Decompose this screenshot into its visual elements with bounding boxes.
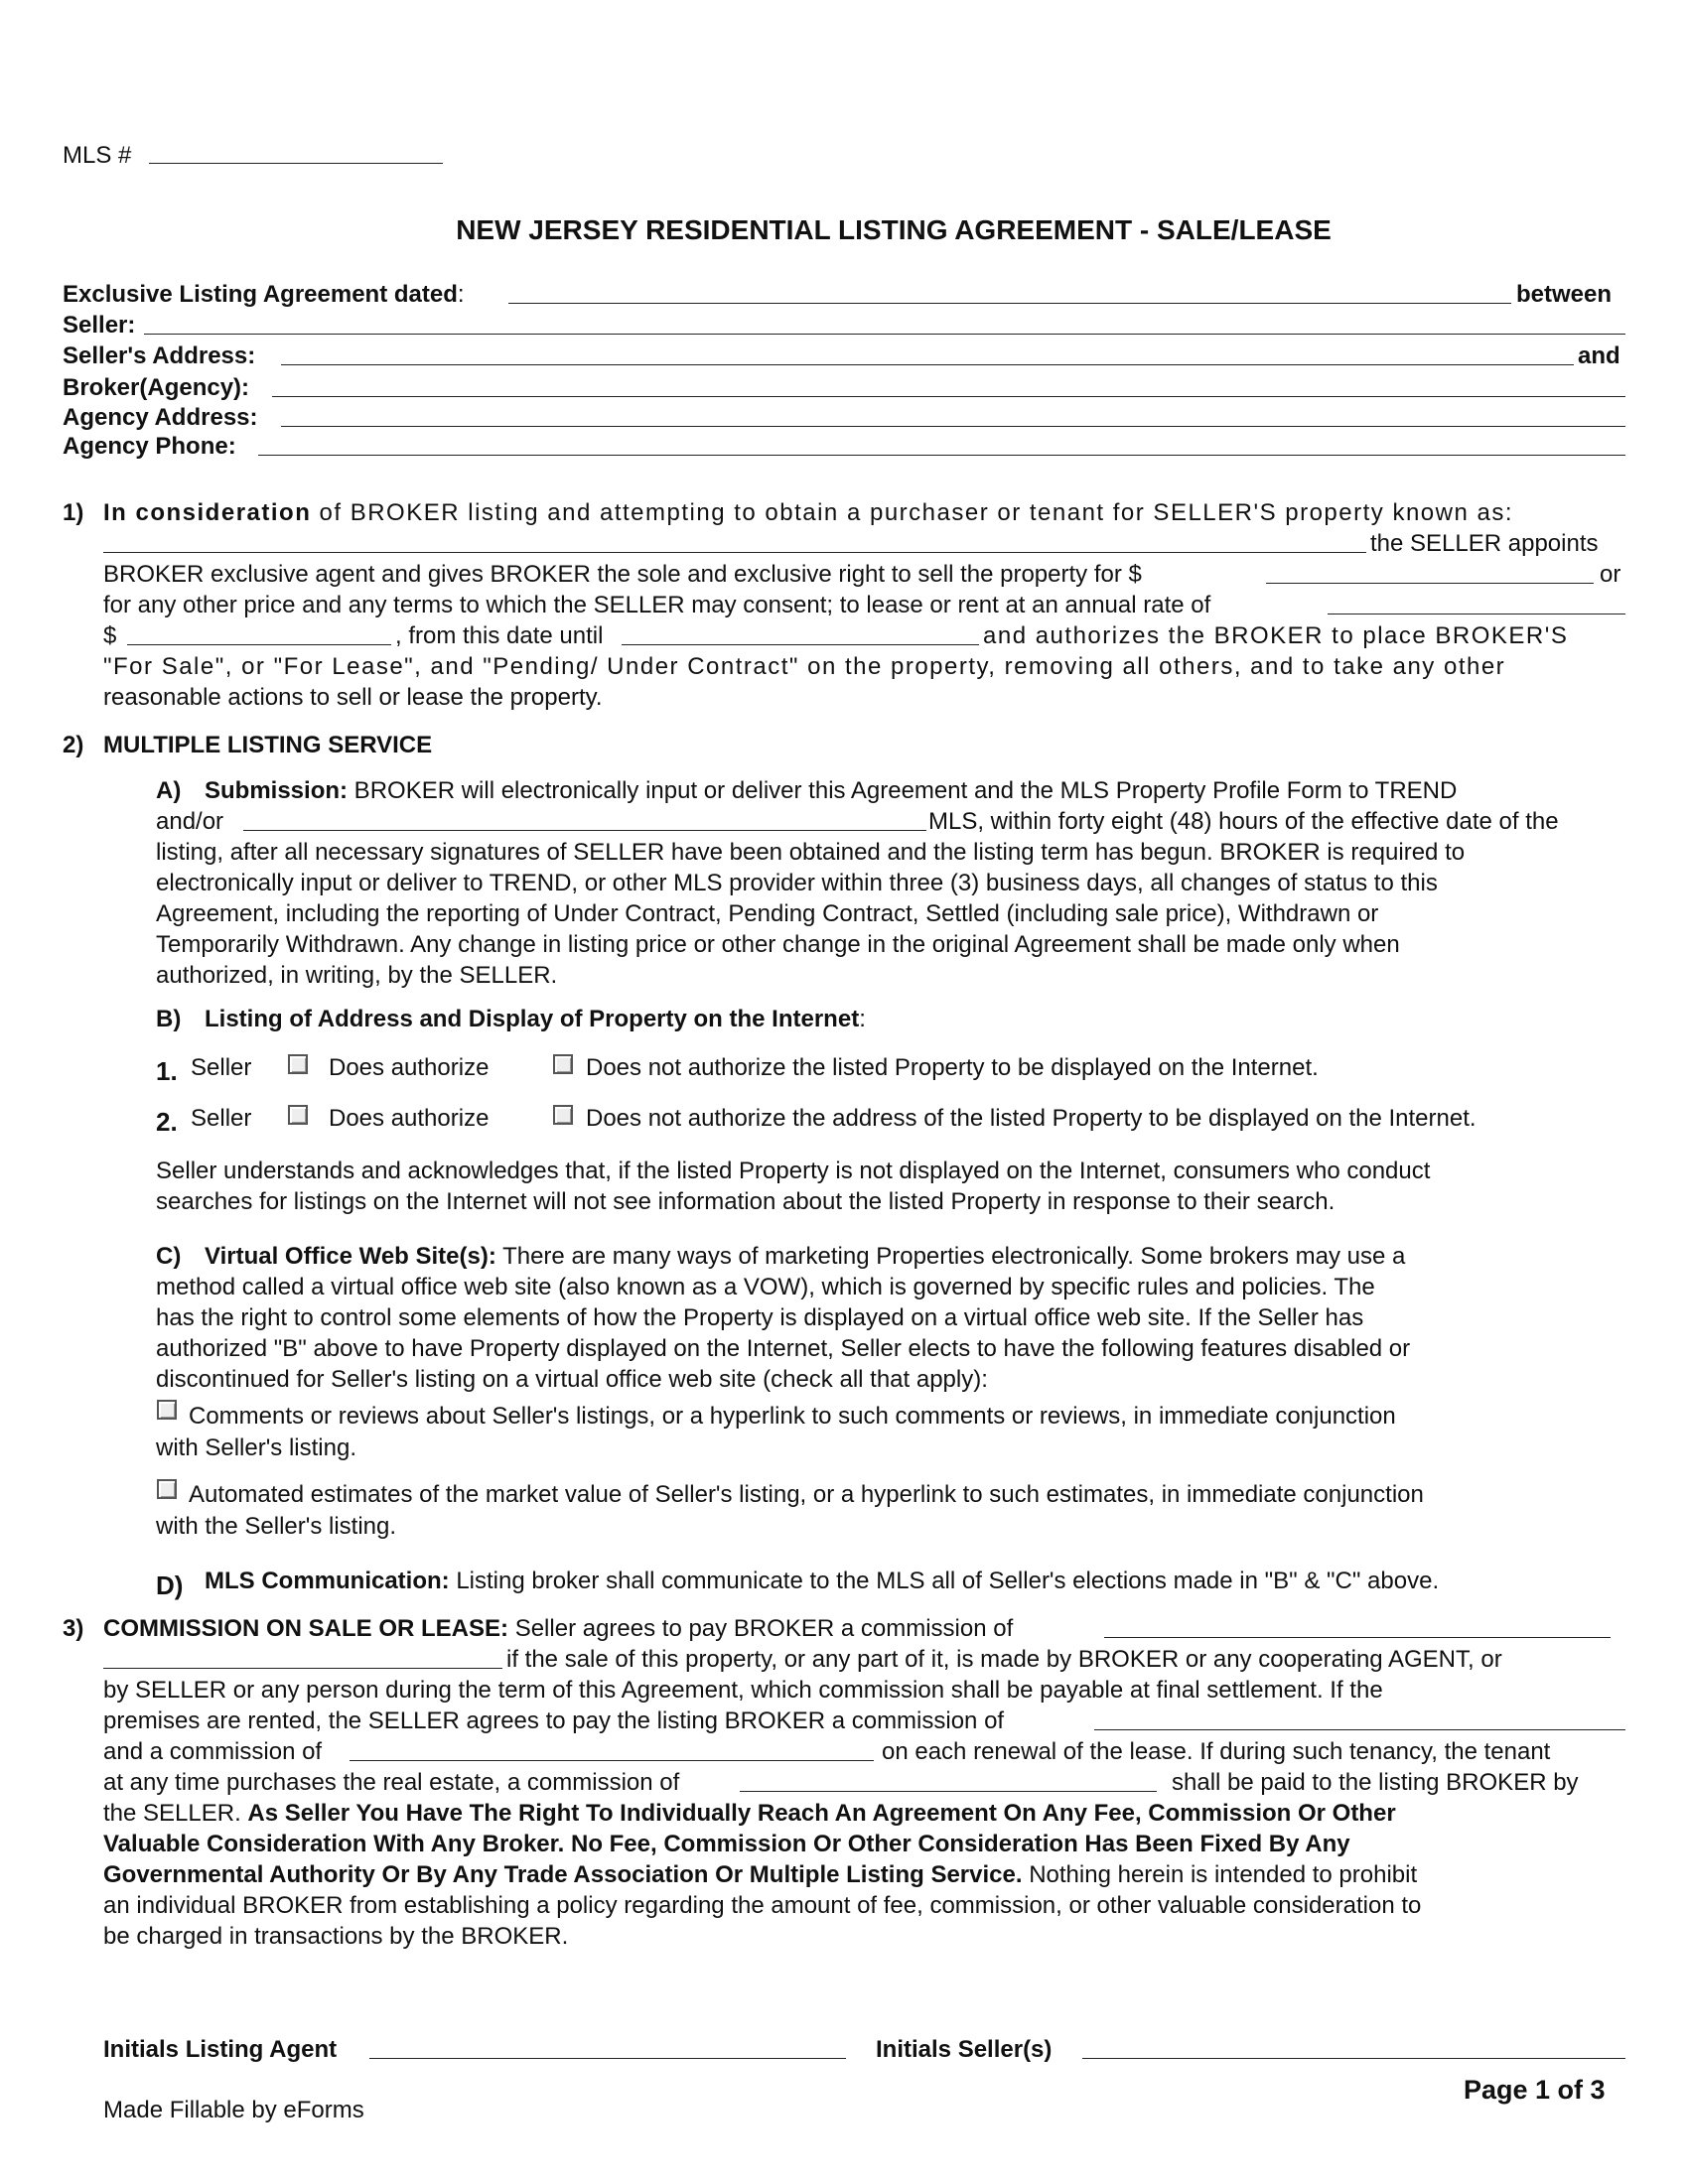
agreement-date-field[interactable] [508, 303, 1511, 304]
initials-agent-field[interactable] [369, 2058, 846, 2059]
seller-address-field[interactable] [281, 364, 1574, 365]
between-label: between [1516, 281, 1613, 308]
made-fillable-note: Made Fillable by eForms [103, 2097, 364, 2123]
seller-name-field[interactable] [144, 334, 1625, 335]
listing-end-date-field[interactable] [622, 644, 979, 645]
internet-display-title: Listing of Address and Display of Property on the Internet [205, 1006, 860, 1032]
vow-comments-checkbox[interactable] [157, 1400, 177, 1420]
lease-commission-field[interactable] [1094, 1729, 1625, 1730]
section-3-heading: COMMISSION ON SALE OR LEASE: [103, 1615, 509, 1642]
seller-address-label: Seller's Address: [63, 342, 256, 369]
b2-does-authorize-checkbox[interactable] [288, 1105, 308, 1125]
sale-commission-field-2[interactable] [103, 1668, 502, 1669]
agency-address-label: Agency Address: [63, 404, 258, 431]
b1-does-not-authorize-checkbox[interactable] [553, 1054, 573, 1074]
renewal-commission-field[interactable] [350, 1760, 874, 1761]
submission-title: Submission: [205, 777, 349, 804]
section-2-number: 2) [63, 732, 84, 758]
vow-estimates-checkbox[interactable] [157, 1479, 177, 1499]
tenant-purchase-commission-field[interactable] [740, 1791, 1157, 1792]
initials-seller-label: Initials Seller(s) [876, 2036, 1053, 2063]
section-1-number: 1) [63, 499, 84, 526]
section-1-lead: In consideration [103, 499, 312, 526]
initials-seller-field[interactable] [1082, 2058, 1625, 2059]
b2-does-not-authorize-checkbox[interactable] [553, 1105, 573, 1125]
broker-agency-field[interactable] [272, 396, 1625, 397]
agency-phone-label: Agency Phone: [63, 433, 236, 460]
sale-price-field[interactable] [1266, 583, 1594, 584]
other-mls-field[interactable] [243, 830, 926, 831]
section-3-number: 3) [63, 1615, 84, 1642]
document-title: NEW JERSEY RESIDENTIAL LISTING AGREEMENT - SALE/LEASE [456, 214, 1332, 245]
page-number: Page 1 of 3 [1464, 2075, 1606, 2105]
seller-label: Seller: [63, 312, 136, 339]
mls-communication-title: MLS Communication: [205, 1568, 450, 1594]
mls-label: MLS # [63, 142, 132, 169]
property-address-field[interactable] [103, 552, 1366, 553]
b1-does-authorize-checkbox[interactable] [288, 1054, 308, 1074]
mls-number-field[interactable] [149, 163, 443, 164]
broker-label: Broker(Agency): [63, 374, 250, 401]
and-label: and [1578, 342, 1620, 369]
agency-address-field[interactable] [281, 426, 1625, 427]
sale-commission-field[interactable] [1104, 1637, 1611, 1638]
annual-rent-amount-field[interactable] [127, 644, 391, 645]
section-2-heading: MULTIPLE LISTING SERVICE [103, 732, 433, 758]
dated-label: Exclusive Listing Agreement dated [63, 281, 458, 308]
vow-title: Virtual Office Web Site(s): [205, 1243, 496, 1270]
agency-phone-field[interactable] [258, 455, 1625, 456]
initials-agent-label: Initials Listing Agent [103, 2036, 338, 2063]
